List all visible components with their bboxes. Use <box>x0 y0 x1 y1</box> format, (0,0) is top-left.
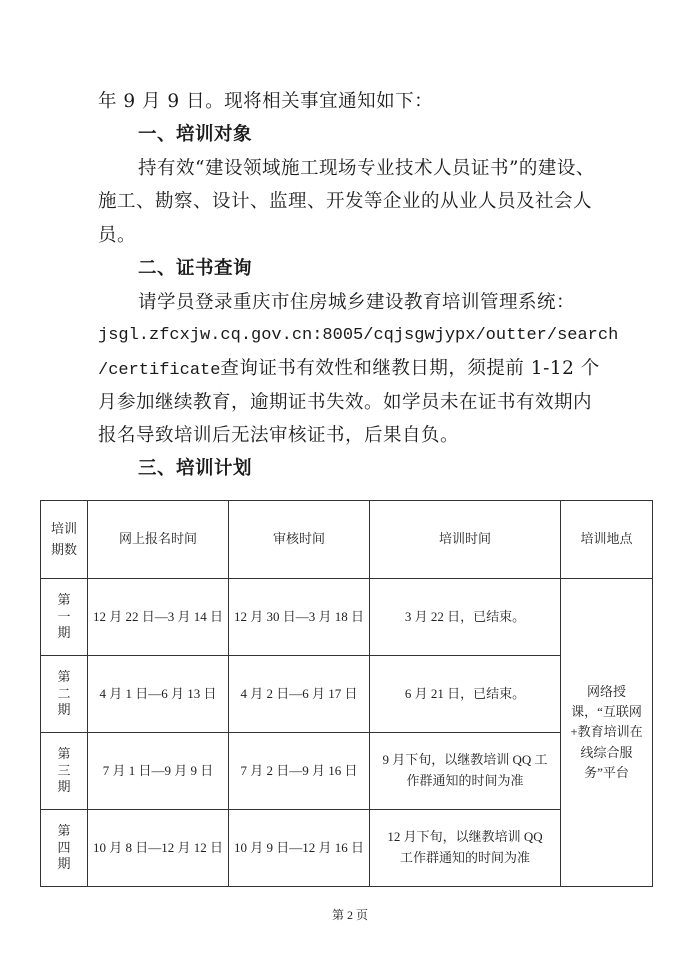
row-registration: 7 月 1 日—9 月 9 日 <box>88 733 229 810</box>
row-training: 3 月 22 日，已结束。 <box>370 579 561 656</box>
training-plan-table <box>40 500 653 887</box>
section2-line-1: 请学员登录重庆市住房城乡建设教育培训管理系统： <box>138 292 576 313</box>
header-location: 培训地点 <box>561 501 653 579</box>
row-training: 6 月 21 日，已结束。 <box>370 656 561 733</box>
row-registration: 4 月 1 日—6 月 13 日 <box>88 656 229 733</box>
header-review: 审核时间 <box>229 501 370 579</box>
row-review: 7 月 2 日—9 月 16 日 <box>229 733 370 810</box>
row-period: 第四期 <box>41 810 88 887</box>
section1-line-2: 施工、勘察、设计、监理、开发等企业的从业人员及社会人 <box>98 191 593 212</box>
row-registration: 12 月 22 日—3 月 14 日 <box>88 579 229 656</box>
section2-line-5: 报名导致培训后无法审核证书，后果自负。 <box>98 425 460 446</box>
row-training: 9 月下旬，以继教培训 QQ 工作群通知的时间为准 <box>370 733 561 810</box>
header-training: 培训时间 <box>370 501 561 579</box>
table-header-row <box>41 501 653 579</box>
section3-heading: 三、培训计划 <box>138 458 253 479</box>
section1-line-3: 员。 <box>98 225 137 246</box>
table-row <box>41 579 653 656</box>
section2-heading: 二、证书查询 <box>138 258 253 279</box>
row-registration: 10 月 8 日—12 月 12 日 <box>88 810 229 887</box>
row-period: 第三期 <box>41 733 88 810</box>
header-period: 培训期数 <box>41 501 88 579</box>
certificate-url-line-2 <box>98 360 618 379</box>
row-review: 4 月 2 日—6 月 17 日 <box>229 656 370 733</box>
header-registration: 网上报名时间 <box>88 501 229 579</box>
section1-heading: 一、培训对象 <box>138 124 253 145</box>
location-cell: 网络授课，“互联网+教育培训在线综合服务”平台 <box>561 579 653 887</box>
row-training: 12 月下旬，以继教培训 QQ 工作群通知的时间为准 <box>370 810 561 887</box>
page-number: 第 2 页 <box>331 908 368 922</box>
section2-line-4: 月参加继续教育，逾期证书失效。如学员未在证书有效期内 <box>98 392 593 413</box>
section1-line-1: 持有效“建设领域施工现场专业技术人员证书”的建设、 <box>138 158 595 179</box>
certificate-url-part-2: /certificate <box>98 361 221 380</box>
row-review: 12 月 30 日—3 月 18 日 <box>229 579 370 656</box>
row-period: 第一期 <box>41 579 88 656</box>
intro-line: 年 9 月 9 日。现将相关事宜通知如下： <box>98 91 434 112</box>
row-period: 第二期 <box>41 656 88 733</box>
certificate-url-line-1: jsgl.zfcxjw.cq.gov.cn:8005/cqjsgwjypx/outter/search <box>98 326 619 345</box>
row-review: 10 月 9 日—12 月 16 日 <box>229 810 370 887</box>
section2-line-3-rest: 查询证书有效性和继教日期，须提前 1-12 个 <box>220 358 600 379</box>
